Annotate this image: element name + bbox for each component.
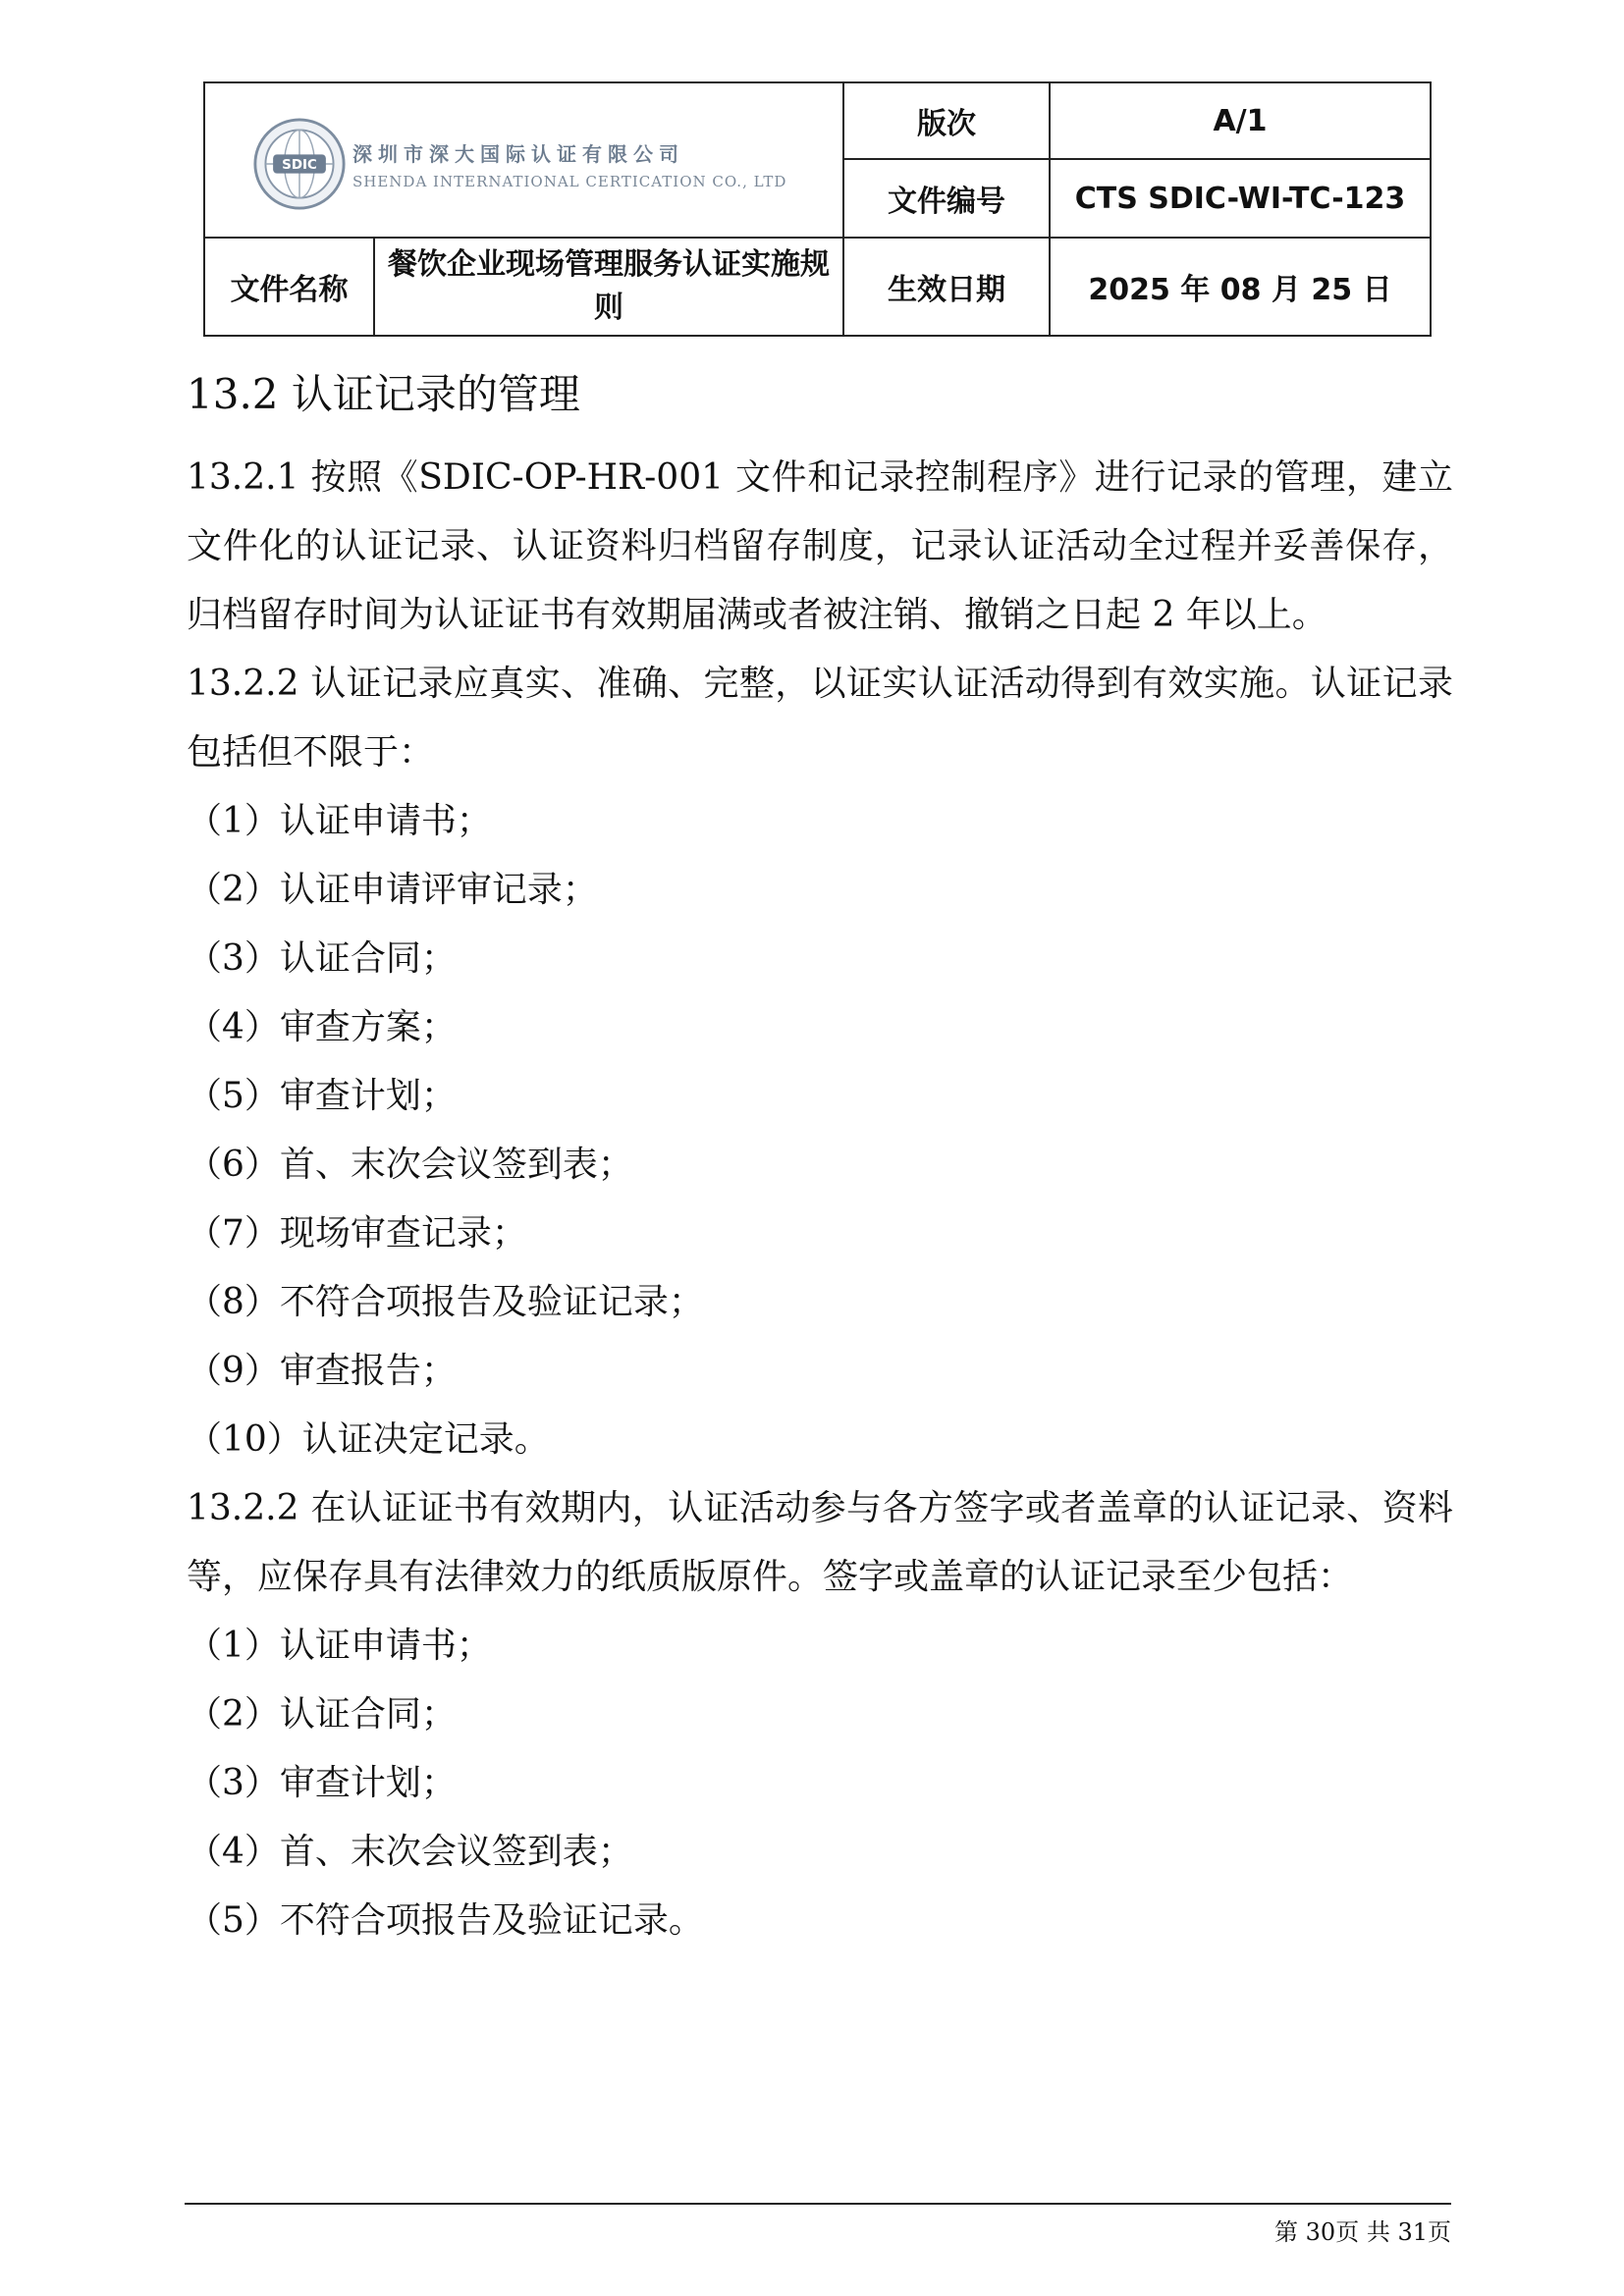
logo-text: SDIC	[282, 157, 317, 173]
version-value: A/1	[1050, 82, 1431, 159]
list-item: （1）认证申请书；	[187, 1626, 492, 1666]
paragraph-13-2-2: 13.2.2 认证记录应真实、准确、完整，以证实认证活动得到有效实施。认证记录包括但不限于：	[187, 664, 1453, 773]
company-logo-cell	[204, 82, 843, 238]
list-item: （2）认证申请评审记录；	[187, 870, 598, 910]
footer-divider	[185, 2203, 1451, 2205]
list-item: （9）审查报告；	[187, 1351, 457, 1391]
list-item: （1）认证申请书；	[187, 801, 492, 841]
effective-date-value: 2025 年 08 月 25 日	[1050, 238, 1431, 336]
list-item: （4）审查方案；	[187, 1007, 457, 1047]
doc-name-label: 文件名称	[204, 238, 374, 336]
company-name-cn: 深圳市深大国际认证有限公司	[352, 141, 684, 166]
list-item: （3）审查计划；	[187, 1763, 457, 1803]
company-name-en: SHENDA INTERNATIONAL CERTICATION CO., LTD	[352, 172, 787, 190]
list-item: （3）认证合同；	[187, 938, 457, 979]
effective-date-label: 生效日期	[843, 238, 1050, 336]
document-body	[187, 365, 1453, 1955]
record-list	[187, 787, 1453, 1474]
paragraph-13-2-2-signed: 13.2.2 在认证证书有效期内，认证活动参与各方签字或者盖章的认证记录、资料等，应保存具有法律效力的纸质版原件。签字或盖章的认证记录至少包括：	[187, 1488, 1453, 1597]
paragraph-13-2-1: 13.2.1 按照《SDIC-OP-HR-001 文件和记录控制程序》进行记录的管理，建立文件化的认证记录、认证资料归档留存制度，记录认证活动全过程并妥善保存，归档留存时间为认证证书有效期届满或者被注销、撤销之日起 2 年以上。	[187, 457, 1453, 635]
list-item: （10）认证决定记录。	[187, 1419, 550, 1460]
version-label: 版次	[843, 82, 1050, 159]
list-item: （5）不符合项报告及验证记录。	[187, 1900, 704, 1941]
list-item: （7）现场审查记录；	[187, 1213, 527, 1254]
list-item: （2）认证合同；	[187, 1694, 457, 1735]
page-number: 第 30页 共 31页	[1274, 2218, 1451, 2246]
doc-number-label: 文件编号	[843, 159, 1050, 238]
signed-record-list	[187, 1612, 1453, 1955]
list-item: （6）首、末次会议签到表；	[187, 1145, 633, 1185]
list-item: （8）不符合项报告及验证记录；	[187, 1282, 704, 1322]
company-logo	[252, 117, 786, 211]
list-item: （5）审查计划；	[187, 1076, 457, 1116]
company-seal-icon	[252, 117, 347, 211]
section-title: 13.2 认证记录的管理	[187, 370, 580, 418]
document-header-table	[203, 81, 1432, 337]
doc-name-value: 餐饮企业现场管理服务认证实施规则	[374, 238, 843, 336]
list-item: （4）首、末次会议签到表；	[187, 1832, 633, 1872]
doc-number-value: CTS SDIC-WI-TC-123	[1050, 159, 1431, 238]
